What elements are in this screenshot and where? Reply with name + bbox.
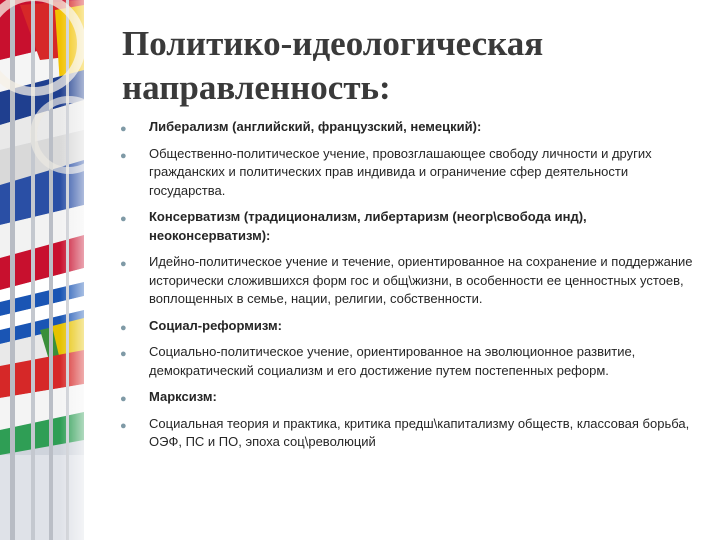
flags-fade <box>60 0 120 540</box>
list-item-heading <box>118 317 704 336</box>
list-item-text: Социально-политическое учение, ориентированное на эволюционное развитие, демократический социализм и его достижение путем постепенных реформ. <box>149 344 636 378</box>
slide-title: Политико-идеологическая направленность: <box>122 24 544 107</box>
list-item-text: Либерализм (английский, французский, немецкий): <box>149 119 482 134</box>
list-item-text: Идейно-политическое учение и течение, ориентированное на сохранение и поддержание исторически сложившихся форм гос и общ\жизни, в особенности ее ценностных устоев, воплощенных в семье, нации, религии, собственности. <box>149 254 693 306</box>
list-item-description <box>118 343 704 380</box>
list-item-description <box>118 145 704 201</box>
bullet-icon: ● <box>120 123 127 135</box>
list-item-description <box>118 415 704 452</box>
bullet-icon: ● <box>120 258 127 270</box>
list-item-heading <box>118 208 704 245</box>
list-item-text: Социал-реформизм: <box>149 317 282 333</box>
list-item-heading <box>118 388 704 407</box>
list-item-text: Консерватизм (традиционализм, либертаризм (неогр\свобода инд), неоконсерватизм): <box>149 209 587 243</box>
list-item-text: Социальная теория и практика, критика предш\капитализму обществ, классовая борьба, ОЭФ, ПС и ПО, эпоха соц\революций <box>149 415 690 449</box>
bullet-icon: ● <box>120 419 127 432</box>
bullet-icon: ● <box>120 348 127 360</box>
bullet-icon: ● <box>120 321 127 334</box>
bullet-icon: ● <box>120 149 127 162</box>
bullet-list <box>118 118 704 460</box>
list-item-text: Марксизм: <box>149 389 217 404</box>
list-item-text: Общественно-политическое учение, провозглашающее свободу личности и других гражданских и политических прав индивида и ограничение сфер деятельности государства. <box>149 145 652 198</box>
list-item-heading <box>118 118 704 137</box>
list-item-description <box>118 253 704 309</box>
bullet-icon: ● <box>120 393 127 405</box>
bullet-icon: ● <box>120 213 127 225</box>
